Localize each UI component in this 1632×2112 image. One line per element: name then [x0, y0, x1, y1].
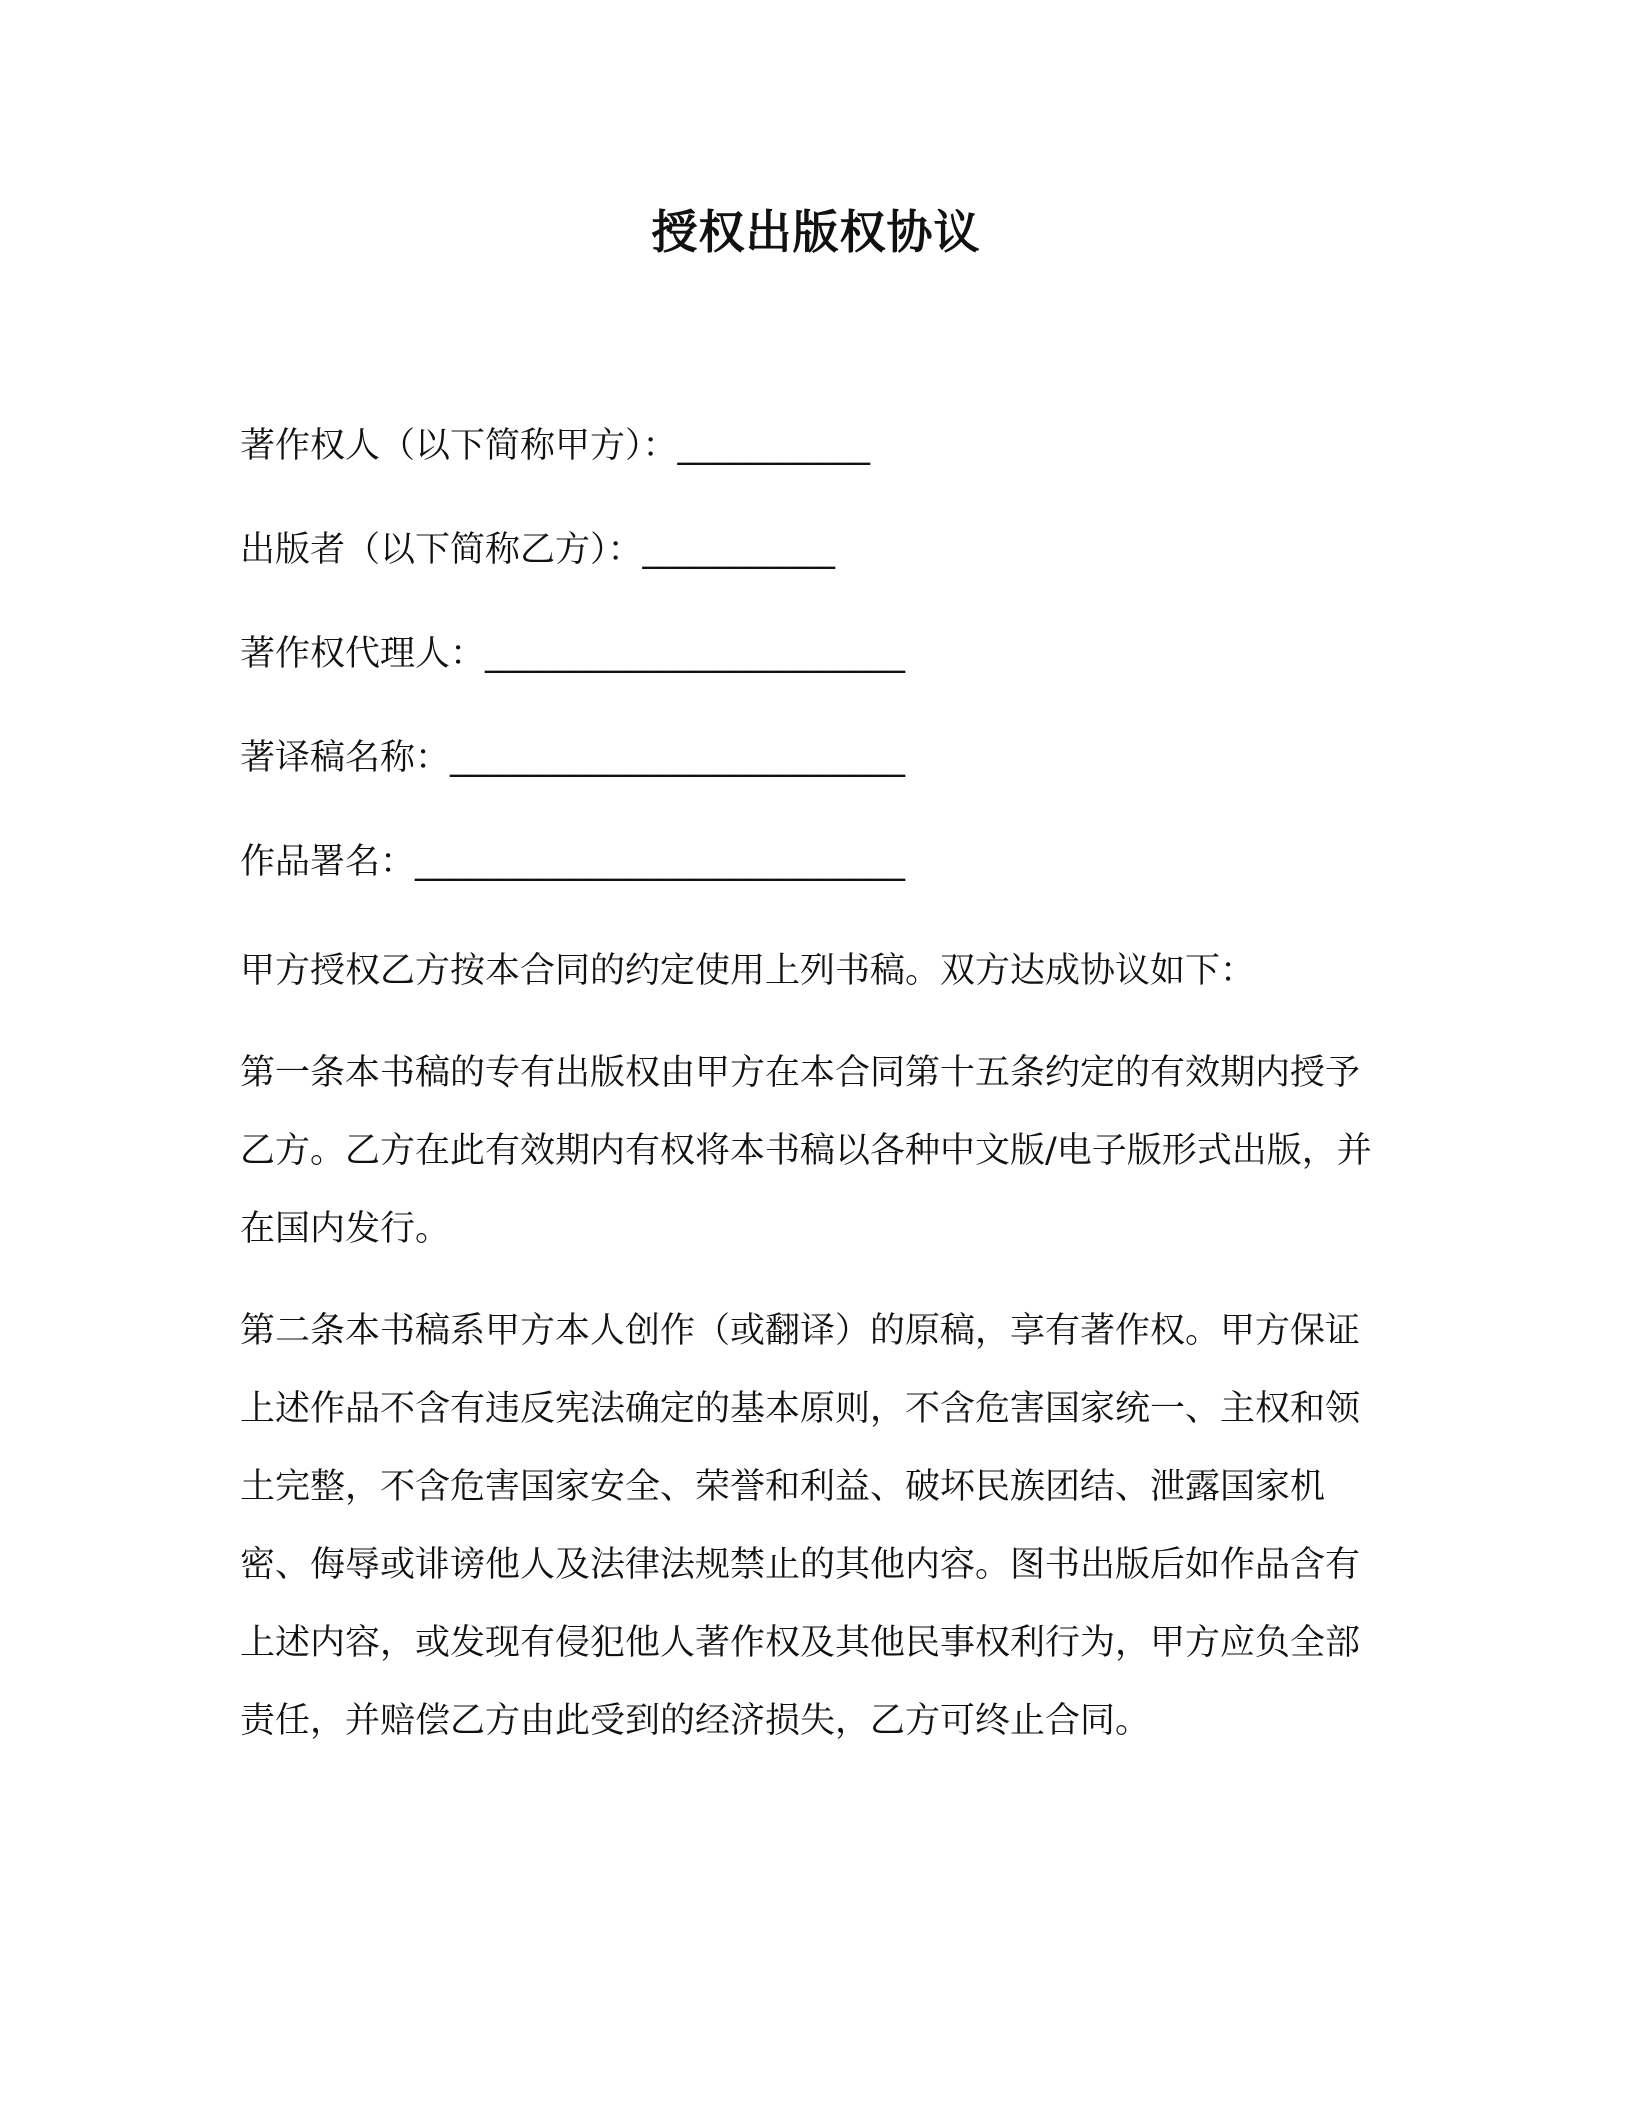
document-body [240, 420, 1380, 1784]
field-manuscript-name [240, 732, 1380, 784]
document-title: 授权出版权协议 [651, 205, 981, 259]
field-blank: ________________________ [485, 634, 906, 674]
field-blank: ___________ [677, 426, 871, 466]
article-2-paragraph: 第二条本书稿系甲方本人创作（或翻译）的原稿，享有著作权。甲方保证上述作品不含有违反宪法确定的基本原则，不含危害国家统一、主权和领土完整，不含危害国家安全、荣誉和利益、破坏民族团结、泄露国家机密、侮辱或诽谤他人及法律法规禁止的其他内容。图书出版后如作品含有上述内容，或发现有侵犯他人著作权及其他民事权利行为，甲方应负全部责任，并赔偿乙方由此受到的经济损失，乙方可终止合同。 [240, 1311, 1361, 1741]
intro-paragraph: 甲方授权乙方按本合同的约定使用上列书稿。双方达成协议如下： [240, 951, 1256, 991]
field-label: 出版者（以下简称乙方）： [240, 530, 643, 570]
field-author-signature [240, 836, 1380, 888]
field-blank: ____________________________ [415, 842, 906, 882]
field-publisher [240, 524, 1380, 576]
field-label: 作品署名： [240, 842, 416, 882]
field-agent [240, 628, 1380, 680]
field-blank: __________________________ [450, 738, 906, 778]
field-blank: ___________ [642, 530, 836, 570]
article-1-paragraph: 第一条本书稿的专有出版权由甲方在本合同第十五条约定的有效期内授予乙方。乙方在此有效期内有权将本书稿以各种中文版/电子版形式出版，并在国内发行。 [240, 1053, 1372, 1249]
field-label: 著译稿名称： [240, 738, 451, 778]
field-copyright-holder [240, 420, 1380, 472]
field-label: 著作权代理人： [240, 634, 486, 674]
field-label: 著作权人（以下简称甲方）： [240, 426, 678, 466]
